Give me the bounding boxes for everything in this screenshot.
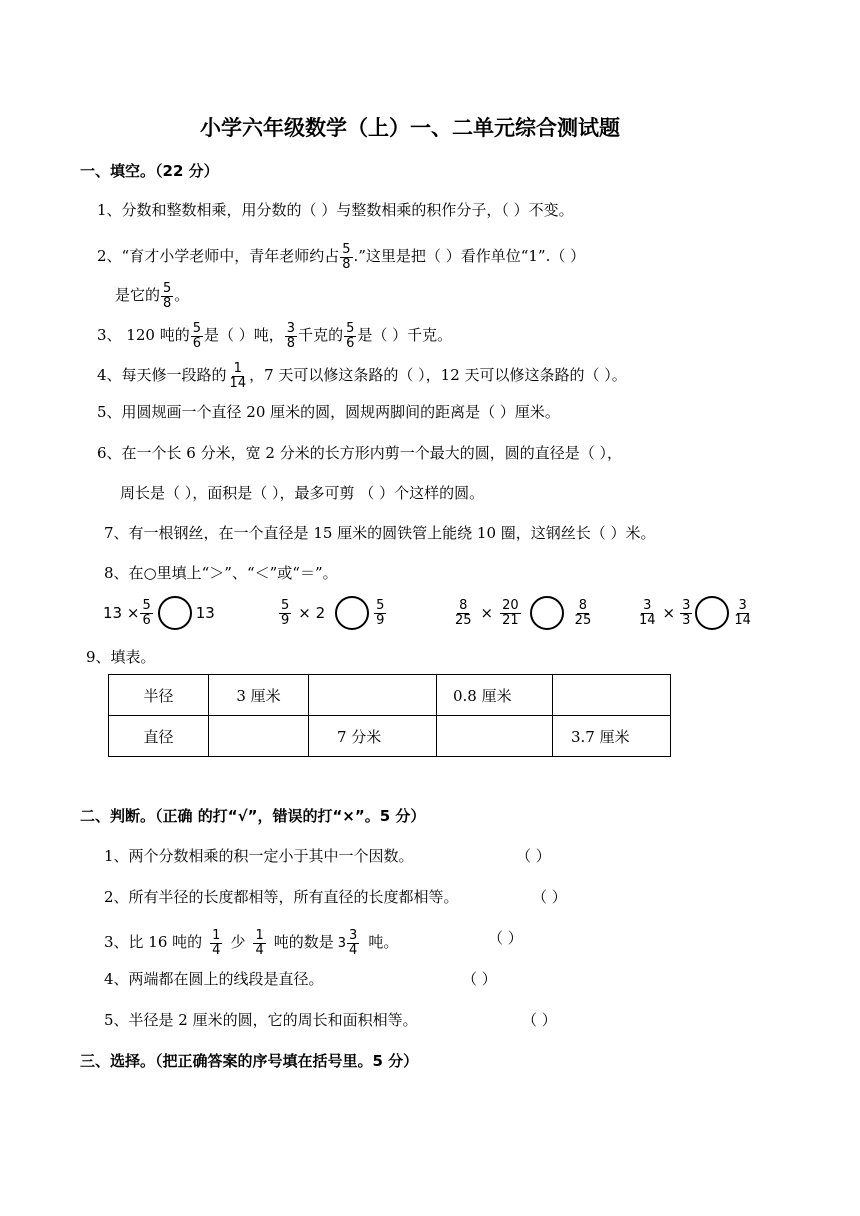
- fraction: $\frac{5}{8}$: [163, 281, 172, 311]
- mixed-whole: 3: [337, 935, 347, 951]
- question-1-8: 8、在○里填上“＞”、“＜”或“＝”。: [104, 564, 338, 582]
- q2-3-text-b: 少: [230, 933, 246, 952]
- question-1-3: [97, 322, 452, 350]
- answer-paren[interactable]: （ ）: [488, 929, 523, 947]
- fraction: $\frac{20}{21}$: [502, 597, 519, 628]
- fill-table: [108, 674, 671, 757]
- fraction: $\frac{3}{3}$: [682, 597, 691, 628]
- fraction: $\frac{1}{14}$: [229, 361, 247, 391]
- compare-right: 13: [195, 603, 215, 622]
- question-2-1: [104, 849, 414, 864]
- fraction: $\frac{5}{9}$: [281, 597, 290, 628]
- q3-text-b: 是（ ）吨，: [204, 326, 284, 345]
- question-1-5: 5、用圆规画一个直径 20 厘米的圆，圆规两脚间的距离是（ ）厘米。: [97, 403, 560, 421]
- answer-paren[interactable]: （ ）: [532, 888, 567, 906]
- compare-operator: ×: [480, 603, 494, 622]
- question-1-2: [97, 243, 585, 271]
- table-cell[interactable]: [553, 675, 671, 716]
- fraction: $\frac{3}{14}$: [639, 597, 656, 628]
- q2-text-b: .”这里是把（ ）看作单位“1”.（ ）: [353, 247, 586, 266]
- section-1-heading: 一、填空。（22 分）: [80, 162, 219, 180]
- q2-text-d: 。: [174, 286, 190, 305]
- compare-item-3: [452, 596, 594, 630]
- question-1-6-line2: 周长是（ ），面积是（ ），最多可剪 （ ）个这样的圆。: [120, 484, 485, 502]
- question-2-3: [104, 929, 398, 957]
- answer-paren[interactable]: （ ）: [462, 970, 497, 988]
- answer-paren[interactable]: （ ）: [516, 847, 551, 865]
- fraction: $\frac{5}{9}$: [376, 597, 385, 628]
- compare-operator: × 2: [298, 603, 326, 622]
- fraction: $\frac{3}{4}$: [349, 928, 358, 958]
- q2-1-text: 1、两个分数相乘的积一定小于其中一个因数。: [104, 847, 414, 865]
- fraction: $\frac{8}{25}$: [574, 597, 592, 628]
- fraction: $\frac{1}{4}$: [255, 928, 264, 958]
- table-cell: 0.8 厘米: [437, 675, 553, 716]
- question-2-2: 2、所有半径的长度都相等，所有直径的长度都相等。: [104, 888, 459, 906]
- compare-circle[interactable]: [695, 596, 729, 630]
- fraction: $\frac{3}{14}$: [734, 597, 751, 628]
- fraction: $\frac{5}{8}$: [342, 242, 351, 272]
- page-title: 小学六年级数学（上）一、二单元综合测试题: [200, 116, 620, 140]
- compare-item-2: [278, 596, 387, 630]
- question-1-6: 6、在一个长 6 分米，宽 2 分米的长方形内剪一个最大的圆，圆的直径是（ ），: [97, 444, 622, 462]
- question-2-5: 5、半径是 2 厘米的圆，它的周长和面积相等。: [104, 1011, 418, 1029]
- q2-3-text-d: 吨。: [368, 933, 399, 952]
- compare-circle[interactable]: [335, 596, 369, 630]
- q3-text-a: 3、 120 吨的: [97, 326, 190, 345]
- question-2-4: 4、两端都在圆上的线段是直径。: [104, 970, 324, 988]
- fraction: $\frac{3}{8}$: [286, 321, 296, 351]
- section-3-heading: 三、选择。（把正确答案的序号填在括号里。5 分）: [80, 1052, 419, 1070]
- question-1-1: 1、分数和整数相乘，用分数的（ ）与整数相乘的积作分子，（ ）不变。: [97, 201, 574, 219]
- section-2-heading: 二、判断。（正确 的打“√”，错误的打“×”。5 分）: [80, 807, 426, 825]
- compare-item-4: [636, 596, 754, 630]
- table-cell[interactable]: [209, 716, 309, 757]
- question-1-9: 9、填表。: [86, 648, 156, 666]
- table-row: [109, 675, 671, 716]
- q2-3-text-a: 3、比 16 吨的: [104, 933, 203, 952]
- compare-circle[interactable]: [158, 596, 192, 630]
- table-cell: 半径: [109, 675, 209, 716]
- table-row: [109, 716, 671, 757]
- question-1-2-line2: [115, 282, 189, 310]
- table-cell: 7 分米: [309, 716, 437, 757]
- q3-text-c: 千克的: [298, 326, 344, 345]
- fraction: $\frac{8}{25}$: [455, 597, 472, 628]
- q4-text-b: ，7 天可以修这条路的（ ），12 天可以修这条路的（ ）。: [249, 366, 627, 385]
- question-1-7: 7、有一根钢丝，在一个直径是 15 厘米的圆铁管上能绕 10 圈，这钢丝长（ ）米。: [104, 524, 656, 542]
- table-cell: 3.7 厘米: [553, 716, 671, 757]
- fraction: $\frac{1}{4}$: [212, 928, 221, 958]
- table-cell[interactable]: [309, 675, 437, 716]
- compare-operator: ×: [662, 603, 676, 622]
- fraction: $\frac{5}{6}$: [192, 321, 201, 351]
- q3-text-d: 是（ ）千克。: [357, 326, 453, 345]
- q4-text-a: 4、每天修一段路的: [97, 366, 227, 385]
- answer-paren[interactable]: （ ）: [522, 1011, 557, 1029]
- q2-text-a: 2、“育才小学老师中，青年老师约占: [97, 247, 340, 266]
- compare-left: 13 ×: [103, 603, 140, 622]
- compare-item-1: [103, 596, 215, 630]
- q2-3-text-c: 吨的数是: [273, 933, 334, 952]
- table-cell: 3 厘米: [209, 675, 309, 716]
- fraction: $\frac{5}{6}$: [142, 597, 151, 628]
- q2-text-c: 是它的: [115, 286, 161, 305]
- table-cell[interactable]: [437, 716, 553, 757]
- table-cell: 直径: [109, 716, 209, 757]
- compare-circle[interactable]: [530, 596, 564, 630]
- fraction: $\frac{5}{6}$: [346, 321, 355, 351]
- question-1-4: [97, 362, 627, 390]
